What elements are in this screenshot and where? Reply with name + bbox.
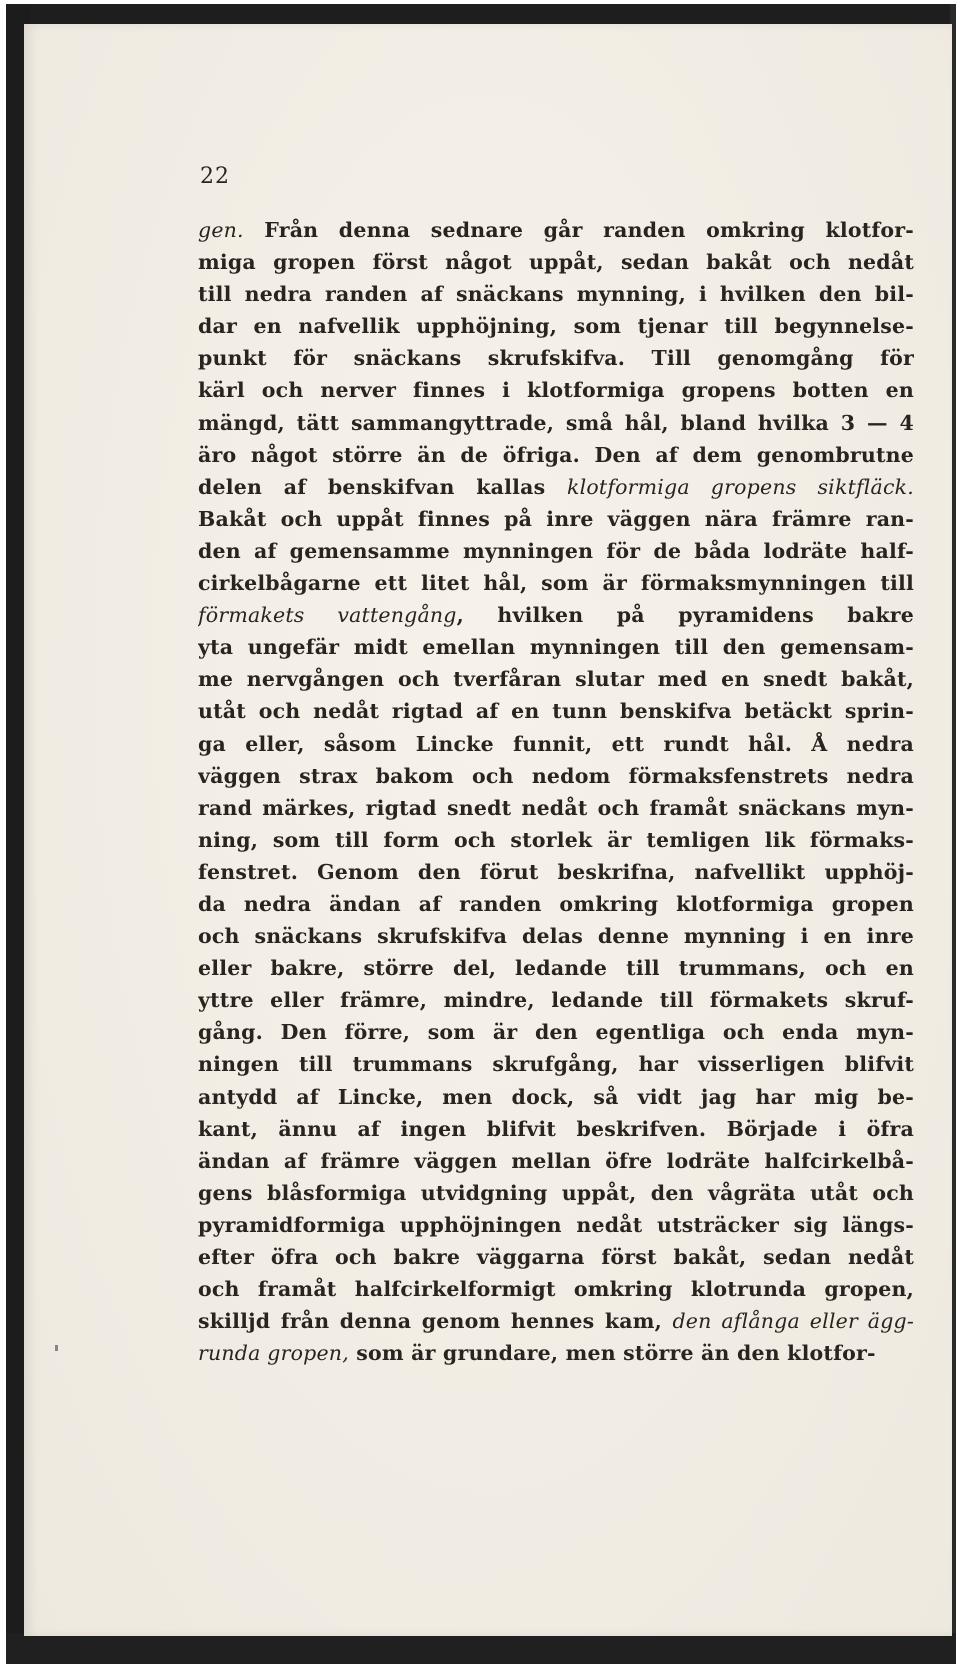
text-line <box>198 695 914 727</box>
text-line <box>198 663 914 695</box>
text-segment: antydd af Lincke, men dock, så vidt jag har mig be- <box>198 1084 914 1109</box>
text-segment: ning, som till form och storlek är temligen lik förmaks- <box>198 827 914 852</box>
text-segment: punkt för snäckans skrufskifva. Till genomgång för <box>198 346 914 371</box>
text-line <box>198 1177 914 1209</box>
text-segment: och snäckans skrufskifva delas denne mynning i en inre <box>198 924 914 949</box>
text-line <box>198 984 914 1016</box>
paper-speck <box>55 1345 58 1351</box>
text-line <box>198 535 914 567</box>
text-segment: gens blåsformiga utvidgning uppåt, den vågräta utåt och <box>198 1180 914 1205</box>
text-segment: miga gropen först något uppåt, sedan bakåt och nedåt <box>198 250 914 275</box>
text-line <box>198 1209 914 1241</box>
text-segment: kärl och nerver finnes i klotformiga gropens botten en <box>198 378 914 403</box>
text-line <box>198 1337 914 1369</box>
italic-text: klotformiga gropens siktfläck. <box>566 474 914 499</box>
text-segment: yta ungefär midt emellan mynningen till den gemensam- <box>198 635 914 660</box>
text-line <box>198 631 914 663</box>
text-segment: me nervgången och tverfåran slutar med en snedt bakåt, <box>198 667 914 692</box>
text-segment: da nedra ändan af randen omkring klotformiga gropen <box>198 891 914 916</box>
text-segment: Bakåt och uppåt finnes på inre väggen nära främre ran- <box>198 506 914 531</box>
text-segment: gång. Den förre, som är den egentliga och enda myn- <box>198 1020 914 1045</box>
text-segment: fenstret. Genom den förut beskrifna, nafvellikt upphöj- <box>198 859 914 884</box>
text-segment: utåt och nedåt rigtad af en tunn benskifva betäckt sprin- <box>198 699 914 724</box>
text-line <box>198 888 914 920</box>
italic-text: den aflånga eller ägg- <box>672 1309 914 1334</box>
text-line <box>198 824 914 856</box>
italic-text: runda gropen, <box>198 1341 349 1366</box>
text-line <box>198 760 914 792</box>
text-segment: skilljd från denna genom hennes kam, <box>198 1309 673 1334</box>
text-line <box>198 1273 914 1305</box>
text-line <box>198 856 914 888</box>
text-segment: som är grundare, men större än den klotfor- <box>348 1341 876 1366</box>
text-segment: yttre eller främre, mindre, ledande till förmakets skruf- <box>198 988 914 1013</box>
text-segment: cirkelbågarne ett litet hål, som är förmaksmynningen till <box>198 571 914 596</box>
text-segment: och framåt halfcirkelformigt omkring klotrunda gropen, <box>198 1277 914 1302</box>
text-line <box>198 439 914 471</box>
text-segment: pyramidformiga upphöjningen nedåt utsträcker sig längs- <box>198 1212 914 1237</box>
body-text <box>198 214 914 1369</box>
text-line <box>198 599 914 631</box>
text-line <box>198 1016 914 1048</box>
text-segment: Från denna sednare går randen omkring klotfor- <box>243 218 914 242</box>
text-segment: ningen till trummans skrufgång, har visserligen blifvit <box>198 1052 914 1077</box>
page-number: 22 <box>200 164 230 189</box>
text-line <box>198 920 914 952</box>
text-line <box>198 792 914 824</box>
text-line <box>198 567 914 599</box>
text-line <box>198 471 914 503</box>
text-line <box>198 1081 914 1113</box>
text-line <box>198 374 914 406</box>
text-line <box>198 1305 914 1337</box>
text-segment: den af gemensamme mynningen för de båda lodräte half- <box>198 538 914 563</box>
text-line <box>198 214 914 246</box>
text-line <box>198 952 914 984</box>
text-segment: eller bakre, större del, ledande till trummans, och en <box>198 956 914 981</box>
italic-text: gen. <box>198 218 244 242</box>
text-segment: , hvilken på pyramidens bakre <box>456 603 914 628</box>
text-line <box>198 246 914 278</box>
text-line <box>198 342 914 374</box>
text-line <box>198 1048 914 1080</box>
text-line <box>198 1241 914 1273</box>
text-segment: delen af benskifvan kallas <box>198 474 567 499</box>
text-segment: väggen strax bakom och nedom förmaksfenstrets nedra <box>198 763 914 788</box>
text-line <box>198 1145 914 1177</box>
text-segment: ändan af främre väggen mellan öfre lodräte halfcirkelbå- <box>198 1148 914 1173</box>
italic-text: förmakets vattengång <box>198 603 457 628</box>
text-segment: äro något större än de öfriga. Den af dem genombrutne <box>198 442 914 467</box>
text-segment: efter öfra och bakre väggarna först bakåt, sedan nedåt <box>198 1245 914 1269</box>
text-line <box>198 728 914 760</box>
scan-edge-bottom <box>6 1633 956 1664</box>
text-line <box>198 1113 914 1145</box>
text-segment: mängd, tätt sammangyttrade, små hål, bland hvilka 3 — 4 <box>198 410 914 435</box>
text-segment: till nedra randen af snäckans mynning, i hvilken den bil- <box>198 282 914 307</box>
text-segment: kant, ännu af ingen blifvit beskrifven. Började i öfra <box>198 1116 914 1141</box>
text-line <box>198 407 914 439</box>
text-segment: rand märkes, rigtad snedt nedåt och framåt snäckans myn- <box>198 795 914 820</box>
text-line <box>198 310 914 342</box>
text-line <box>198 503 914 535</box>
text-line <box>198 278 914 310</box>
text-segment: dar en nafvellik upphöjning, som tjenar till begynnelse- <box>198 314 914 339</box>
text-segment: ga eller, såsom Lincke funnit, ett rundt hål. Å nedra <box>198 731 914 756</box>
